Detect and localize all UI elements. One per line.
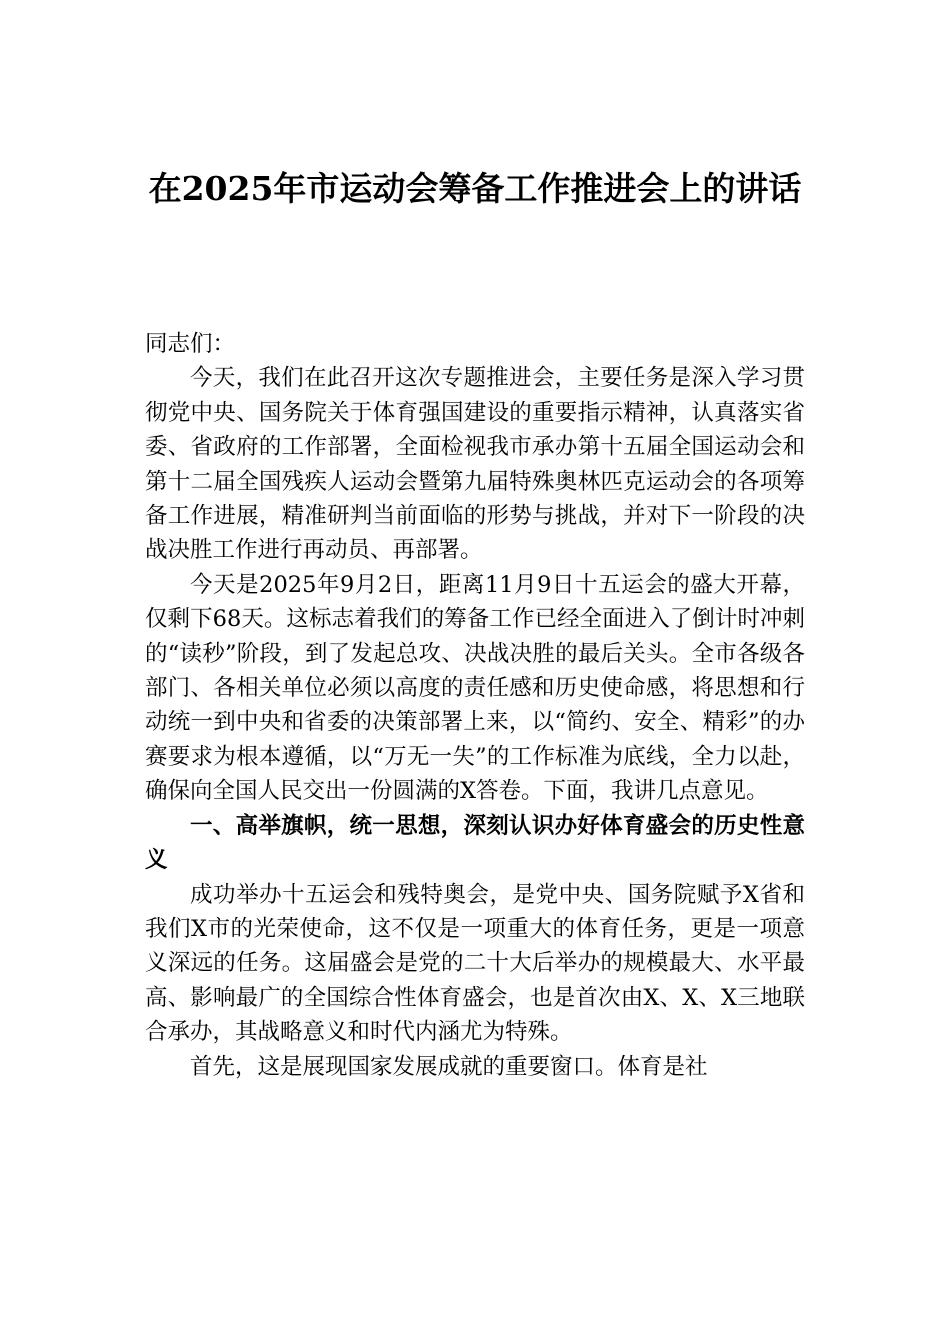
paragraph-intro: 今天，我们在此召开这次专题推进会，主要任务是深入学习贯彻党中央、国务院关于体育强国建设的重要指示精神，认真落实省委、省政府的工作部署，全面检视我市承办第十五届全国运动会和第十二届全国残疾人运动会暨第九届特殊奥林匹克运动会的各项筹备工作进展，精准研判当前面临的形势与挑战，并对下一阶段的决战决胜工作进行再动员、再部署。 <box>145 365 805 564</box>
paragraph-section1-intro: 成功举办十五运会和残特奥会，是党中央、国务院赋予X省和我们X市的光荣使命，这不仅是一项重大的体育任务，更是一项意义深远的任务。这届盛会是党的二十大后举办的规模最大、水平最高、影响最广的全国综合性体育盛会，也是首次由X、X、X三地联合承办，其战略意义和时代内涵尤为特殊。 <box>145 881 805 1046</box>
paragraph-date: 今天是2025年9月2日，距离11月9日十五运会的盛大开幕，仅剩下68天。这标志着我们的筹备工作已经全面进入了倒计时冲刺的“读秒”阶段，到了发起总攻、决战决胜的最后关头。全市各级各部门、各相关单位必须以高度的责任感和历史使命感，将思想和行动统一到中央和省委的决策部署上来，以“简约、安全、精彩”的办赛要求为根本遵循，以“万无一失”的工作标准为底线，全力以赴，确保向全国人民交出一份圆满的X答卷。下面，我讲几点意见。 <box>145 571 805 805</box>
section-heading-1: 一、高举旗帜，统一思想，深刻认识办好体育盛会的历史性意义 <box>145 812 805 874</box>
salutation: 同志们： <box>145 331 236 357</box>
document-title: 在2025年市运动会筹备工作推进会上的讲话 <box>148 169 802 208</box>
paragraph-section1-first: 首先，这是展现国家发展成就的重要窗口。体育是社 <box>190 1053 708 1080</box>
document-body <box>145 327 805 1084</box>
